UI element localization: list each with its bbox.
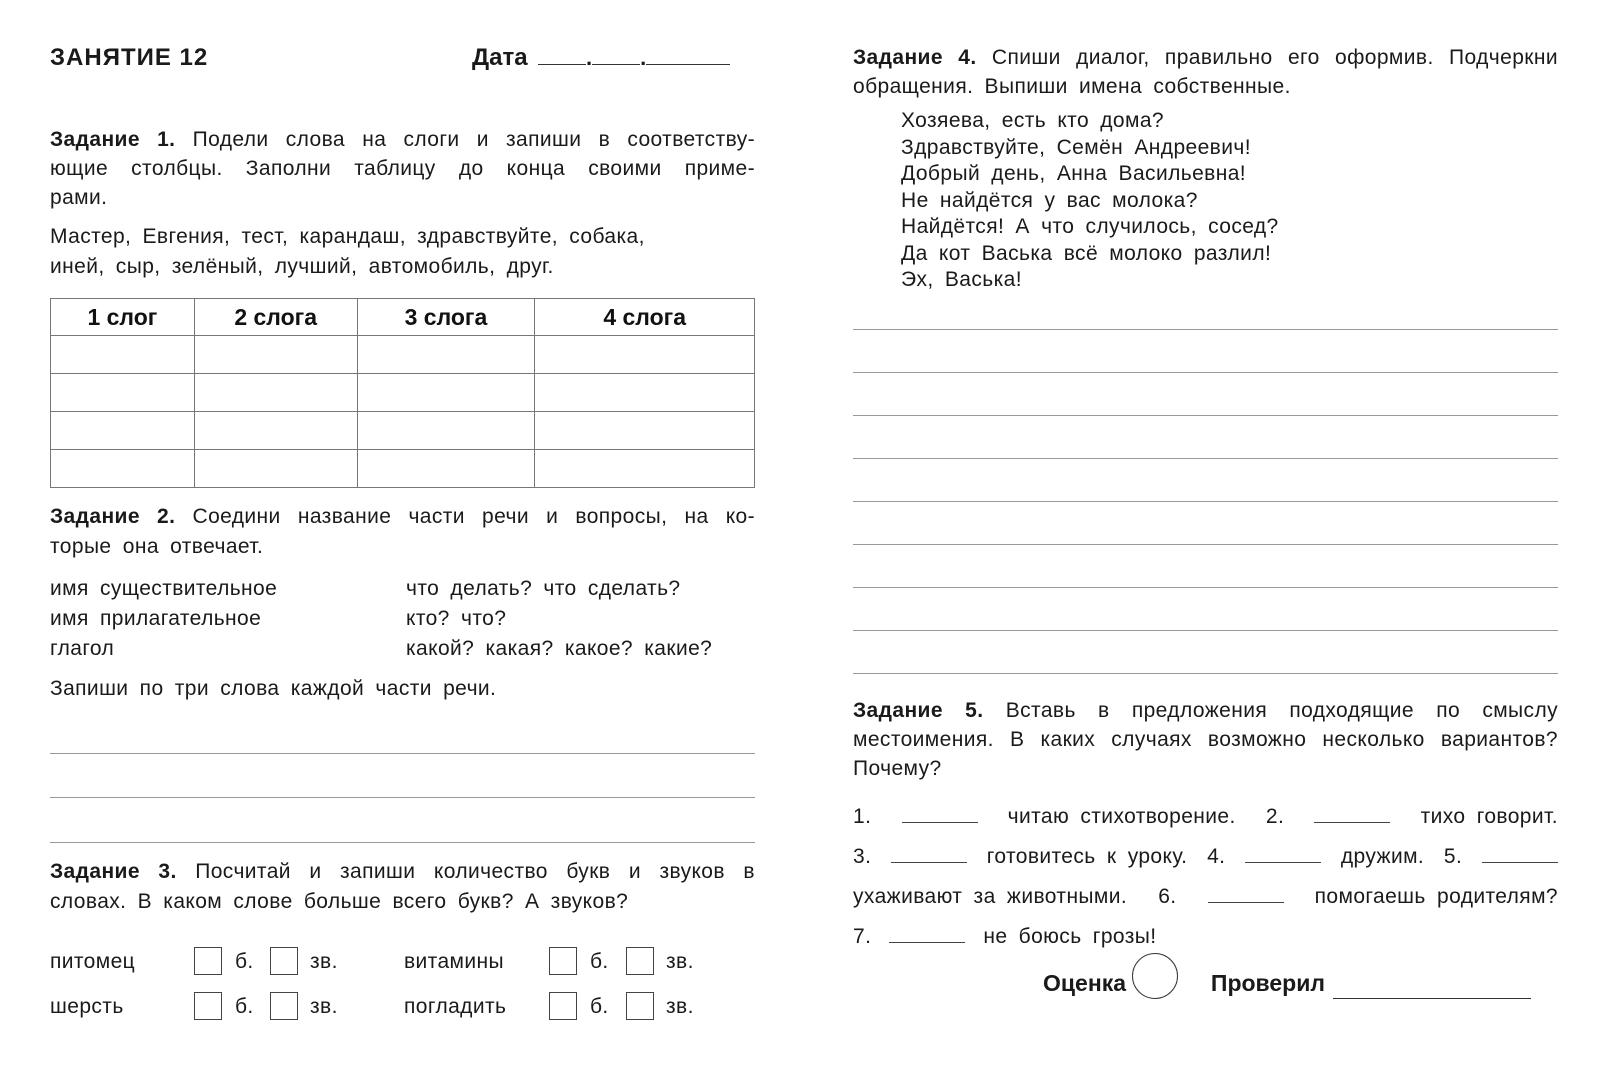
questions-list [406, 574, 756, 664]
table-cell[interactable] [357, 374, 535, 412]
part-of-speech-item[interactable]: глагол [50, 637, 115, 660]
col-header-2-syllables: 2 слога [194, 299, 357, 336]
task5-text-line1: Вставь в предложения подходящие по смыслу [1005, 699, 1559, 722]
pronoun-blank[interactable] [889, 925, 965, 943]
table-cell[interactable] [194, 336, 357, 374]
task1-words-line1: Мастер, Евгения, тест, карандаш, здравствуйте, собака, [50, 225, 645, 248]
letters-abbr: б. [235, 950, 254, 973]
task5-sentence-row-1 [853, 802, 1558, 831]
right-page [853, 0, 1558, 1067]
answer-line[interactable] [853, 372, 1558, 373]
task3-text-line1: Посчитай и запиши количество букв и звуков в [195, 860, 755, 883]
task1-label: Задание 1. [50, 128, 176, 151]
sentence-number: 2. [1265, 805, 1285, 828]
checked-by-signature-line[interactable] [1333, 975, 1531, 999]
answer-line[interactable] [853, 630, 1558, 631]
letters-abbr: б. [235, 995, 254, 1018]
task5-sentence-row-4 [853, 922, 1157, 951]
dialog-line: Найдётся! А что случилось, сосед? [901, 215, 1279, 238]
sounds-count-box[interactable] [626, 947, 654, 975]
sentence-text: не боюсь грозы! [983, 925, 1157, 948]
task1-instructions [50, 125, 755, 212]
col-header-1-syllable: 1 слог [51, 299, 195, 336]
dialog-line: Хозяева, есть кто дома? [901, 109, 1164, 132]
pronoun-blank[interactable] [1482, 845, 1558, 863]
sentence-text: тихо говорит. [1420, 805, 1558, 828]
sentence-number: 1. [853, 805, 872, 828]
left-page [50, 0, 755, 1067]
question-item[interactable]: кто? что? [406, 607, 507, 630]
grade-label: Оценка [1043, 970, 1127, 996]
pronoun-blank[interactable] [891, 845, 967, 863]
task3-text-line2: словах. В каком слове больше всего букв? А звуков? [50, 890, 629, 913]
answer-line[interactable] [853, 544, 1558, 545]
sentence-text: дружим. [1340, 845, 1425, 868]
col-header-3-syllables: 3 слога [357, 299, 535, 336]
word-sherst: шерсть [50, 995, 124, 1018]
table-row [51, 450, 755, 488]
word-pogladit: погладить [404, 995, 507, 1018]
answer-line[interactable] [853, 587, 1558, 588]
dialog-text [901, 108, 1279, 294]
grading-footer [1043, 970, 1531, 999]
sounds-abbr: зв. [666, 995, 694, 1018]
part-of-speech-item[interactable]: имя существительное [50, 577, 278, 600]
grade-circle[interactable] [1132, 953, 1178, 999]
table-row [51, 412, 755, 450]
task4-instructions [853, 43, 1558, 101]
word-vitaminy: витамины [404, 950, 505, 973]
answer-line[interactable] [853, 458, 1558, 459]
answer-line[interactable] [853, 415, 1558, 416]
task3-instructions [50, 857, 755, 917]
letters-abbr: б. [590, 995, 609, 1018]
sounds-count-box[interactable] [270, 947, 298, 975]
dialog-line: Здравствуйте, Семён Андреевич! [901, 135, 1251, 159]
answer-line[interactable] [853, 673, 1558, 674]
sentence-text: читаю стихотворение. [1007, 805, 1236, 828]
table-cell[interactable] [51, 450, 195, 488]
letters-count-box[interactable] [194, 992, 222, 1020]
task4-text-line1: Спиши диалог, правильно его оформив. Подчеркни [991, 46, 1558, 69]
table-cell[interactable] [535, 450, 755, 488]
task3-label: Задание 3. [50, 860, 177, 883]
sounds-abbr: зв. [666, 950, 694, 973]
table-cell[interactable] [194, 374, 357, 412]
question-item[interactable]: что делать? что сделать? [406, 577, 681, 600]
task5-label: Задание 5. [853, 699, 984, 722]
pronoun-blank[interactable] [1245, 845, 1321, 863]
sentence-number: 3. [853, 845, 872, 868]
sentence-number: 5. [1443, 845, 1463, 868]
table-row [51, 336, 755, 374]
date-label: Дата [472, 44, 528, 71]
table-cell[interactable] [51, 374, 195, 412]
sentence-number: 6. [1158, 885, 1177, 908]
task2-text-line1: Соедини название части речи и вопросы, на ко- [192, 505, 755, 528]
letters-count-box[interactable] [549, 992, 577, 1020]
task4-label: Задание 4. [853, 46, 977, 69]
table-cell[interactable] [357, 336, 535, 374]
parts-of-speech-list [50, 574, 410, 664]
task1-text-line3: рами. [50, 186, 108, 209]
sentence-text: готовитесь к уроку. [986, 845, 1188, 868]
task2-instructions [50, 502, 755, 562]
letters-count-box[interactable] [194, 947, 222, 975]
table-row [51, 374, 755, 412]
sentence-number: 4. [1207, 845, 1226, 868]
task2-text-line2: торые она отвечает. [50, 535, 264, 558]
sounds-count-box[interactable] [626, 992, 654, 1020]
answer-line[interactable] [50, 842, 755, 843]
sounds-abbr: зв. [310, 995, 338, 1018]
dialog-line: Эх, Васька! [901, 268, 1022, 291]
sentence-text: помогаешь родителям? [1314, 885, 1558, 908]
dialog-line: Не найдётся у вас молока? [901, 188, 1198, 212]
pronoun-blank[interactable] [1314, 805, 1390, 823]
task5-instructions [853, 696, 1558, 783]
task5-text-line2: местоимения. В каких случаях возможно несколько вариантов? [853, 728, 1558, 751]
task5-sentence-row-2 [853, 842, 1558, 871]
date-month-blank[interactable] [592, 45, 640, 65]
word-pitomets: питомец [50, 950, 136, 973]
sentence-number: 7. [853, 925, 872, 948]
answer-line[interactable] [50, 753, 755, 754]
task2-label: Задание 2. [50, 505, 176, 528]
table-cell[interactable] [194, 412, 357, 450]
question-item[interactable]: какой? какая? какое? какие? [406, 637, 713, 660]
table-cell[interactable] [357, 412, 535, 450]
task1-text-line1: Подели слова на слоги и запиши в соответству- [192, 128, 755, 151]
date-field: Дата . . [472, 44, 730, 72]
task1-text-line2: ющие столбцы. Заполни таблицу до конца своими приме- [50, 157, 755, 180]
dialog-line: Да кот Васька всё молоко разлил! [901, 241, 1272, 265]
sentence-text: ухаживают за животными. [853, 885, 1128, 908]
answer-line[interactable] [853, 329, 1558, 330]
sounds-count-box[interactable] [270, 992, 298, 1020]
table-cell[interactable] [51, 336, 195, 374]
table-cell[interactable] [535, 374, 755, 412]
task5-sentence-row-3 [853, 882, 1558, 911]
pronoun-blank[interactable] [902, 805, 978, 823]
task2-write-instruction: Запиши по три слова каждой части речи. [50, 677, 497, 700]
syllable-table [50, 298, 755, 488]
date-year-blank[interactable] [646, 45, 730, 65]
letters-count-box[interactable] [549, 947, 577, 975]
table-cell[interactable] [535, 412, 755, 450]
part-of-speech-item[interactable]: имя прилагательное [50, 607, 262, 630]
table-cell[interactable] [535, 336, 755, 374]
dialog-line: Добрый день, Анна Васильевна! [901, 162, 1247, 185]
letters-abbr: б. [590, 950, 609, 973]
pronoun-blank[interactable] [1208, 885, 1284, 903]
task1-word-list [50, 222, 755, 282]
task1-words-line2: иней, сыр, зелёный, лучший, автомобиль, друг. [50, 255, 554, 278]
answer-line[interactable] [50, 797, 755, 798]
table-cell[interactable] [51, 412, 195, 450]
date-day-blank[interactable] [538, 45, 586, 65]
sounds-abbr: зв. [310, 950, 338, 973]
answer-line[interactable] [853, 501, 1558, 502]
table-cell[interactable] [194, 450, 357, 488]
table-cell[interactable] [357, 450, 535, 488]
lesson-title: ЗАНЯТИЕ 12 [50, 44, 209, 71]
task4-text-line2: обращения. Выпиши имена собственные. [853, 75, 1291, 98]
col-header-4-syllables: 4 слога [535, 299, 755, 336]
checked-by-label: Проверил [1210, 970, 1325, 996]
task5-text-line3: Почему? [853, 757, 942, 780]
syllable-table-header [51, 299, 755, 336]
